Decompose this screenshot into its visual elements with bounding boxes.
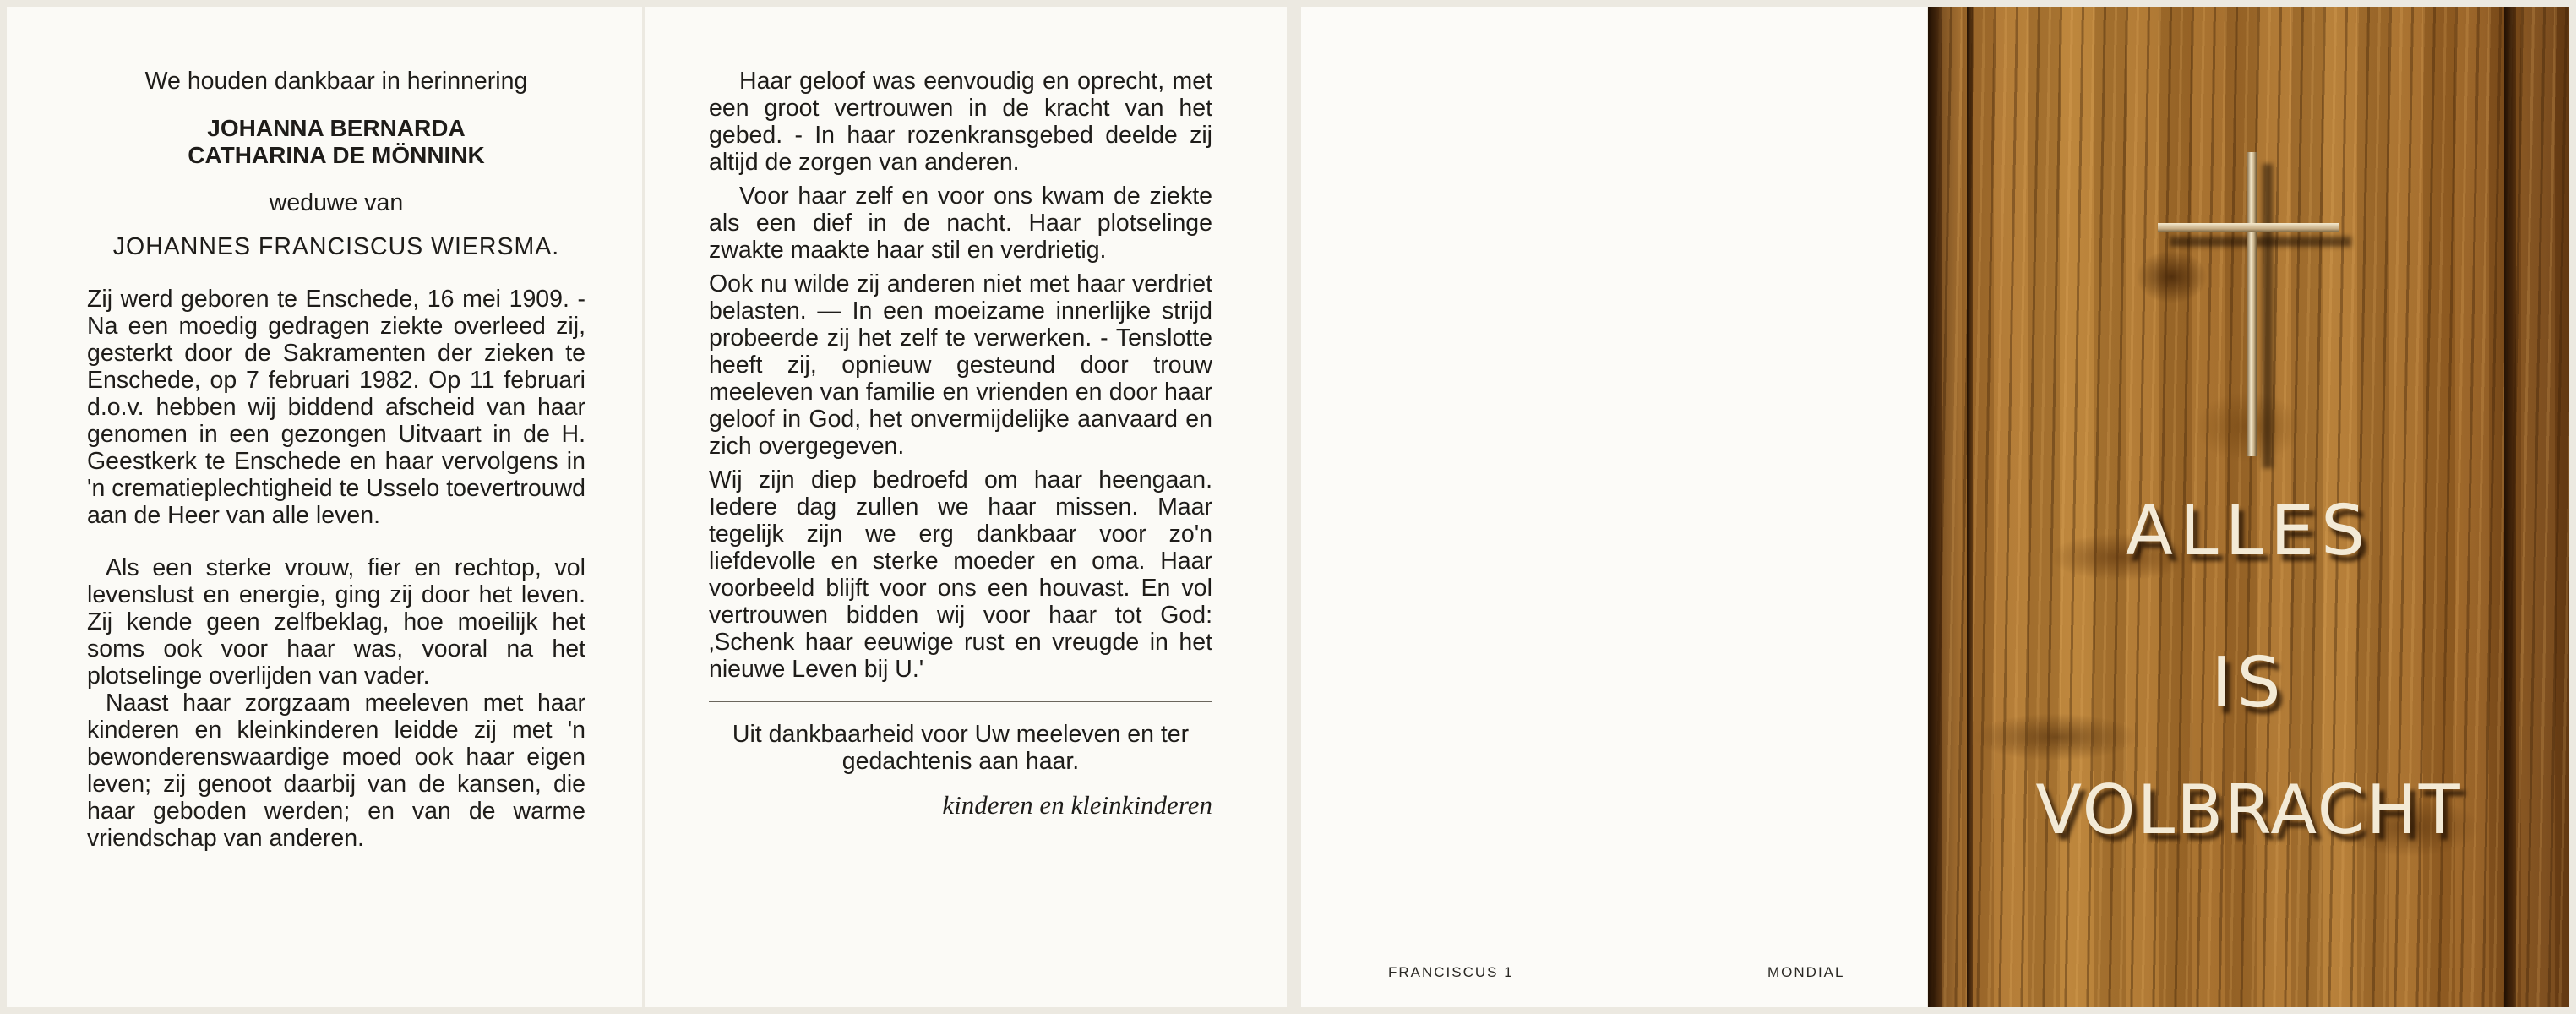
deceased-name-line1: JOHANNA BERNARDA [207, 115, 466, 141]
biography-paragraph: Zij werd geboren te Enschede, 16 mei 1909. - Na een moedig gedragen ziekte overleed zij, gesterkt door de Sakramenten der zieken te Enschede, op 7 februari 1982. Op 11 februari d.o.v. hebben wij biddend afscheid van haar genomen in een gezongen Uitvaart in de H. Geestkerk te Enschede en haar vervolgens in 'n crematieplechtigheid te Usselo toevertrouwd aan de Heer van alle leven. [87, 286, 585, 529]
illness-paragraph: Voor haar zelf en voor ons kwam de ziekte als een dief in de nacht. Haar plotselinge zwakte maakte haar stil en verdrietig. [709, 183, 1212, 264]
back-blank-panel [1301, 7, 1927, 1007]
left-text-column [87, 68, 585, 852]
family-paragraph: Naast haar zorgzaam meeleven met haar kinderen en kleinkinderen leidde zij met 'n bewonderenswaardige moed ook haar eigen leven; zij genoot daarbij van de kansen, die haar geboden werden; en van de warme vriendschap van anderen. [87, 690, 585, 852]
faith-paragraph: Haar geloof was eenvoudig en oprecht, met een groot vertrouwen in de kracht van het gebed. - In haar rozenkransgebed deelde zij altijd de zorgen van anderen. [709, 68, 1212, 176]
separator-line [709, 701, 1212, 702]
imprint-mondial: MONDIAL [1767, 964, 1845, 980]
intro-line: We houden dankbaar in herinnering [144, 68, 528, 95]
struggle-paragraph: Ook nu wilde zij anderen niet met haar verdriet belasten. — In een moeizame innerlijke strijd probeerde zij het zelf te verwerken. - Tenslotte heeft zij, opnieuw gesteund door trouw meeleven van familie en vrienden en door haar geloof in God, het onvermijdelijke aanvaard en zich overgegeven. [709, 270, 1212, 460]
middle-text-column [709, 68, 1212, 820]
cover-text-volbracht: VOLBRACHT [2035, 771, 2462, 849]
cross-icon [2158, 223, 2339, 232]
signature-line: kinderen en kleinkinderen [942, 790, 1212, 820]
left-text-panel [7, 7, 642, 1007]
cross-shadow [2170, 237, 2351, 247]
character-paragraph: Als een sterke vrouw, fier en rechtop, vol levenslust en energie, ging zij door het leven. Zij kende geen zelfbeklag, hoe moeilijk het soms ook voor haar was, vooral na het plotselinge overlijden van vader. [87, 554, 585, 690]
widow-of-line: weduwe van [269, 189, 404, 216]
middle-text-panel [645, 7, 1287, 1007]
deceased-name-line2: CATHARINA DE MÖNNINK [188, 142, 485, 168]
thanks-line: Uit dankbaarheid voor Uw meeleven en ter gedachtenis aan haar. [732, 721, 1190, 775]
imprint-franciscus: FRANCISCUS 1 [1388, 964, 1514, 980]
mourning-paragraph: Wij zijn diep bedroefd om haar heengaan. Iedere dag zullen we haar missen. Maar tegelijk zijn we erg dankbaar voor zo'n liefdevolle en sterke moeder en oma. Haar voorbeeld blijft voor ons een houvast. En vol vertrouwen bidden wij voor haar tot God: ‚Schenk haar eeuwige rust en vreugde in het nieuwe Leven bij U.' [709, 466, 1212, 683]
cover-text-is: IS [2211, 643, 2286, 723]
husband-name: JOHANNES FRANCISCUS WIERSMA. [112, 233, 560, 260]
cross-icon [2247, 152, 2257, 456]
cover-text-alles: ALLES [2125, 491, 2372, 571]
cross-shadow [2263, 164, 2273, 468]
wood-cover-image [1928, 7, 2569, 1007]
